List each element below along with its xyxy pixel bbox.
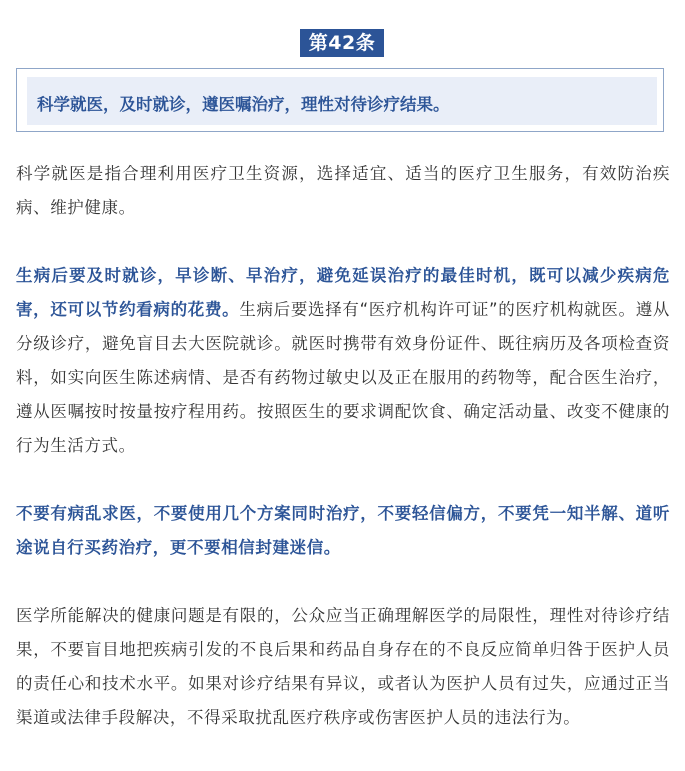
paragraph-definition: 科学就医是指合理利用医疗卫生资源，选择适宜、适当的医疗卫生服务，有效防治疾病、维护健康。 (16, 164, 670, 217)
article-number-badge: 第42条 (300, 29, 384, 57)
paragraph-timely-treatment-body: 生病后要选择有“医疗机构许可证”的医疗机构就医。遵从分级诊疗，避免盲目去大医院就诊。就医时携带有效身份证件、既往病历及各项检查资料，如实向医生陈述病情、是否有药物过敏史以及正在服用的药物等，配合医生治疗，遵从医嘱按时按量按疗程用药。按照医生的要求调配饮食、确定活动量、改变不健康的行为生活方式。 (16, 300, 670, 455)
summary-box (16, 68, 664, 132)
paragraph-rational-view: 医学所能解决的健康问题是有限的，公众应当正确理解医学的局限性，理性对待诊疗结果，不要盲目地把疾病引发的不良后果和药品自身存在的不良反应简单归咎于医护人员的责任心和技术水平。如果对诊疗结果有异议，或者认为医护人员有过失，应通过正当渠道或法律手段解决，不得采取扰乱医疗秩序或伤害医护人员的违法行为。 (16, 606, 670, 727)
summary-text: 科学就医，及时就诊，遵医嘱治疗，理性对待诊疗结果。 (37, 95, 450, 114)
paragraph-timely-treatment-highlight: 生病后要及时就诊，早诊断、早治疗，避免延误治疗的最佳时机，既可以减少疾病危害，还可以节约看病的花费。 (16, 266, 670, 319)
paragraph-timely-treatment (16, 259, 670, 463)
paragraph-warnings: 不要有病乱求医，不要使用几个方案同时治疗，不要轻信偏方，不要凭一知半解、道听途说自行买药治疗，更不要相信封建迷信。 (16, 504, 670, 557)
